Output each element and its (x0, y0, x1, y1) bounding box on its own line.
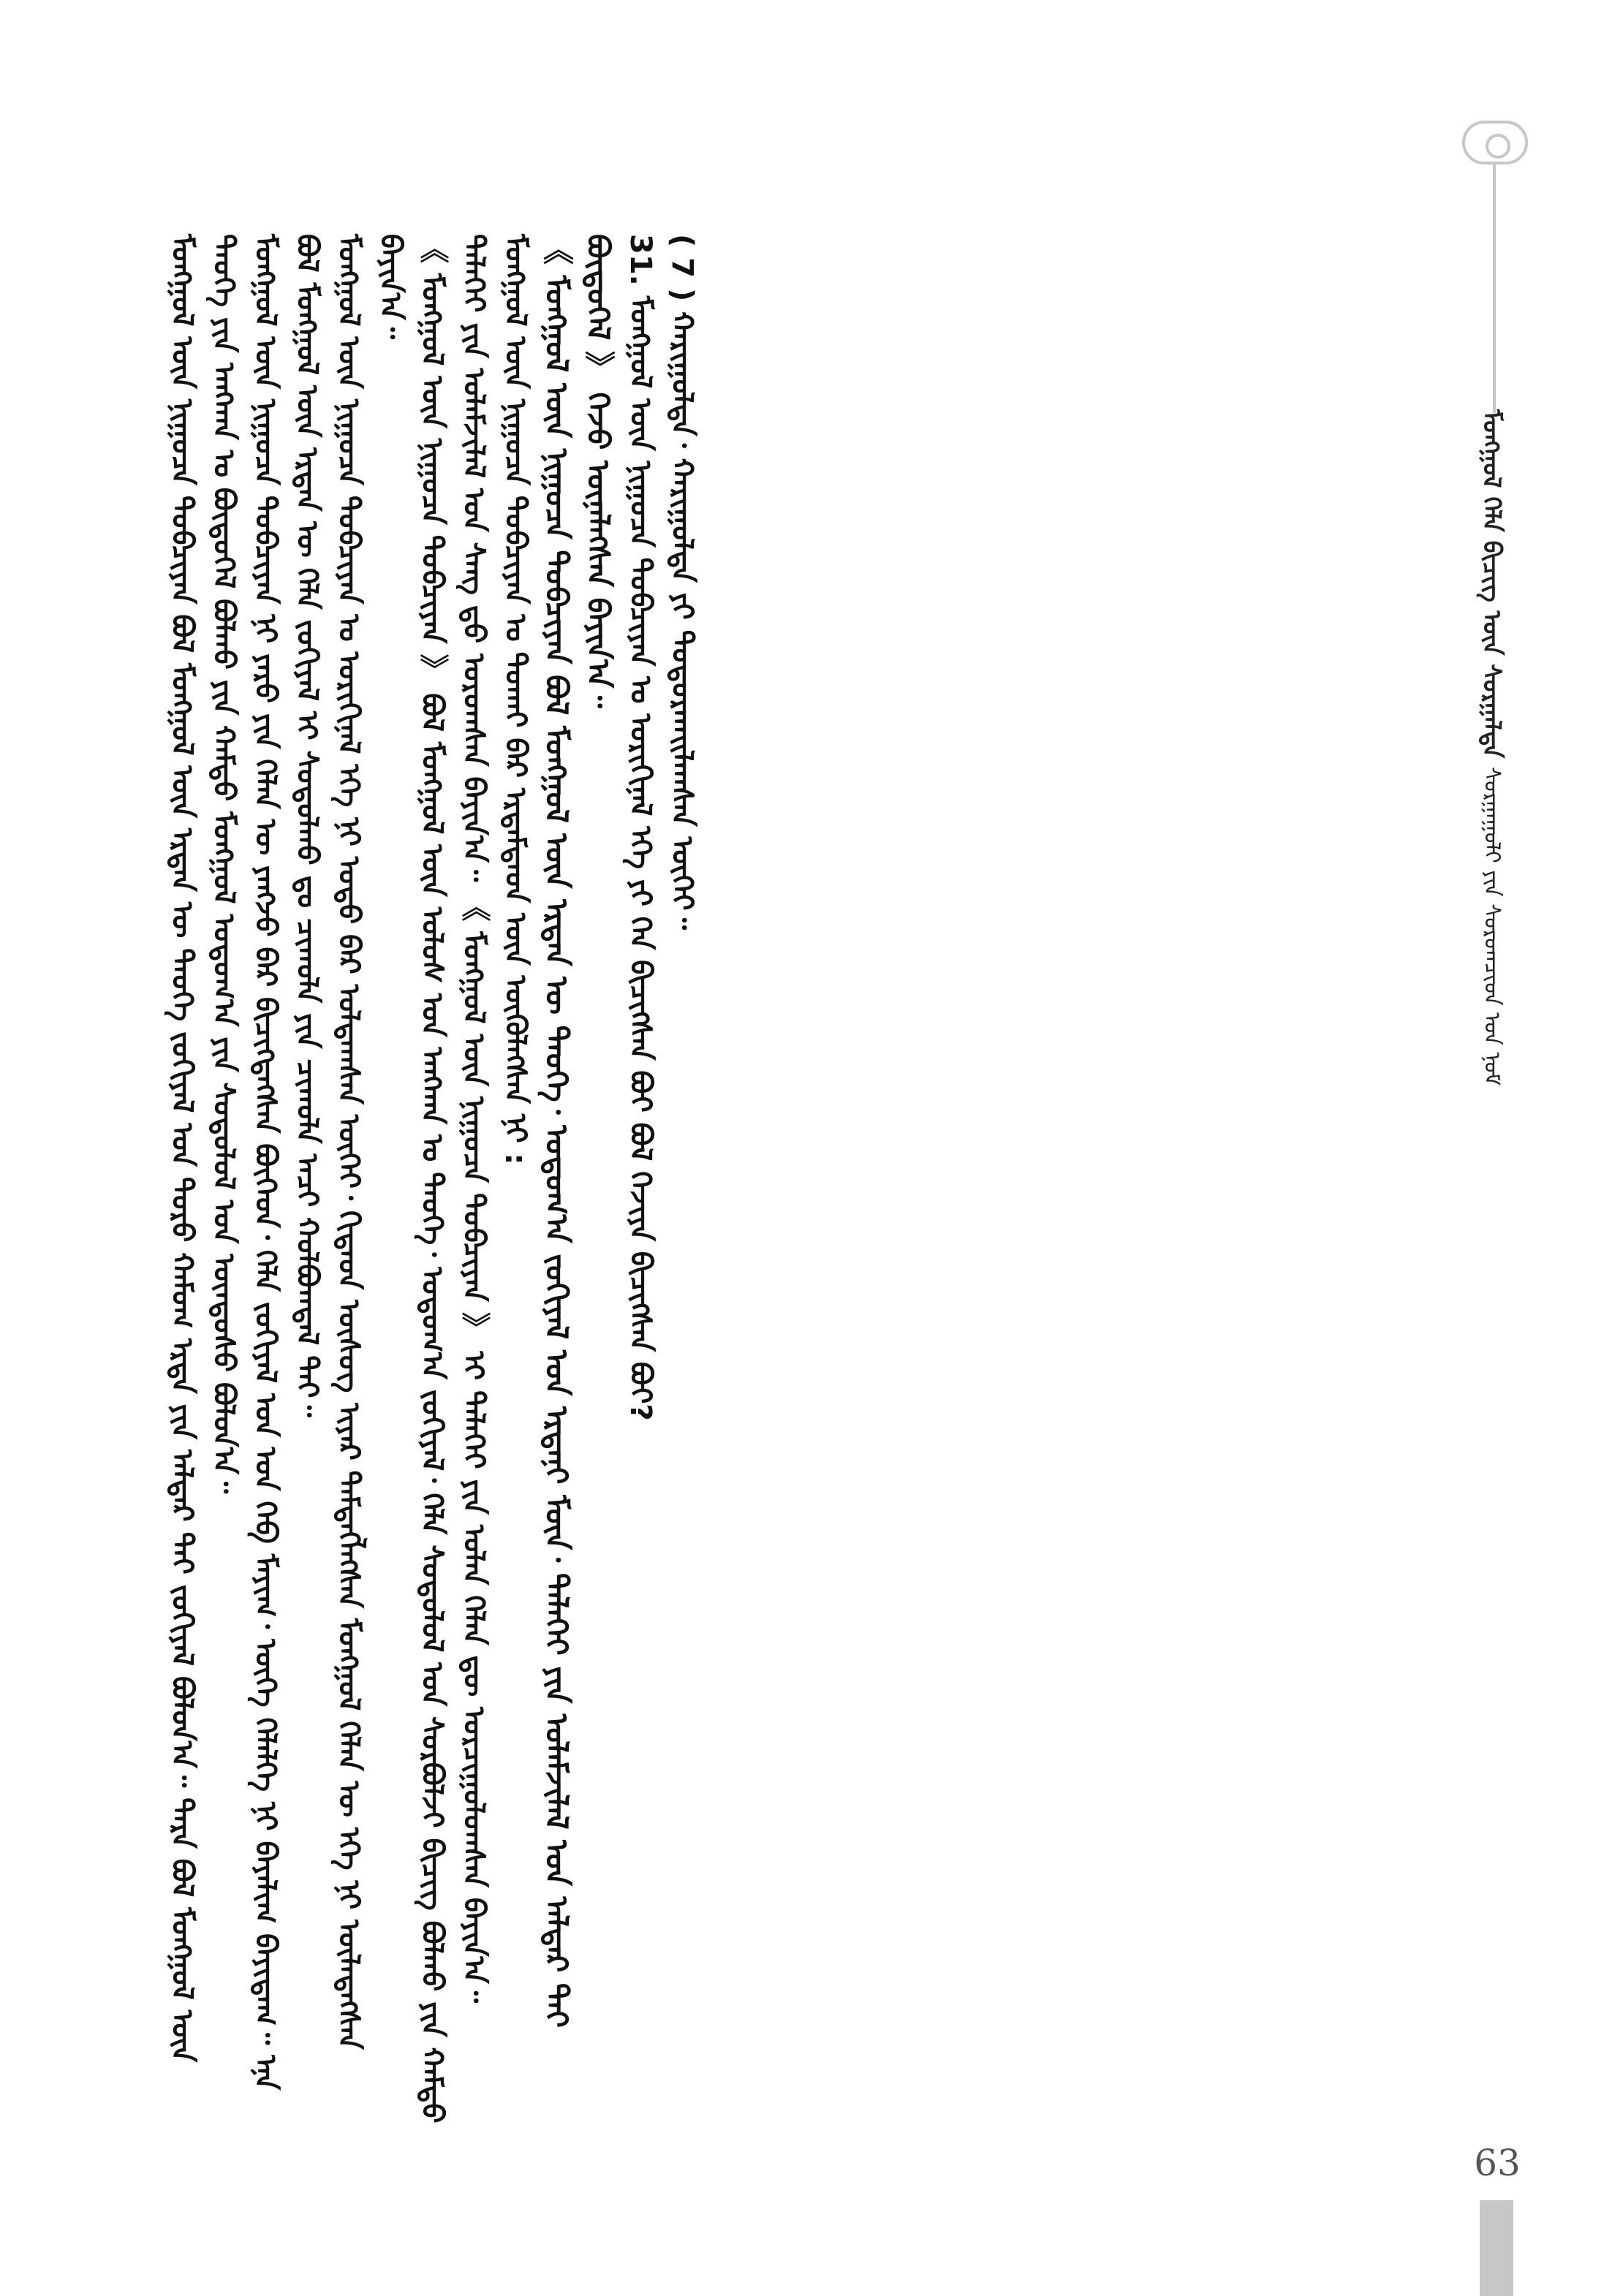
quote-lead: ᠮᠣᠩᠭᠣᠯ ᠦᠨ ᠨᠢᠭᠤᠴᠠ ᠲᠣᠪᠴᠢᠶᠠᠨ ᠤ ᠲᠤᠬᠠᠢ ᠪᠠᠷ ᠡᠷᠳᠡᠮᠲᠡᠳ ᠦᠨ ᠦᠭᠦᠯᠡᠭᠰᠡᠨ ᠨᠢ : (499, 234, 532, 1165)
page-number: 63 (1474, 2142, 1521, 2184)
page-body (161, 234, 1411, 2134)
running-header (1469, 409, 1513, 1086)
header-ornament-icon (1462, 121, 1528, 164)
question (619, 234, 661, 2134)
question-number: 31. (624, 234, 657, 286)
paragraph: ᠮᠣᠩᠭᠣᠯ ᠦᠨ ᠨᠢᠭᠤᠴᠠ ᠲᠣᠪᠴᠢᠶᠠᠨ ᠤ ᠣᠷᠢᠭᠢᠨᠠᠯ ᠡᠬᠡ ᠨᠢ ᠣᠳᠣ ᠪᠠᠷ ᠣᠯᠳᠠᠭᠰᠠᠨ ᠦᠭᠡᠢ᠂ ᠬᠢᠲᠠᠳ ᠦᠰᠦᠭ ᠢᠶᠡᠷ ᠲᠡᠮᠳᠡᠭᠯᠡᠭᠰᠡᠨ ᠮᠣᠩᠭᠣᠯ ᠬᠡᠯᠡᠨ ᠦ ᠡᠬᠡ ᠨᠢ ᠦᠯᠡᠳᠡᠭᠰᠡᠨ ᠪᠠᠶᠢᠨ᠎ᠠ᠃ (332, 234, 407, 2050)
paragraph: ᠮᠣᠩᠭᠣᠯ ᠦᠨ ᠨᠢᠭᠤᠴᠠ ᠲᠣᠪᠴᠢᠶᠠᠨ ᠪᠣᠯ ᠮᠣᠩᠭᠣᠯ ᠦᠨ ᠡᠷᠲᠡᠨ ᠦ ᠲᠡᠦᠬᠡ ᠵᠣᠬᠢᠶᠠᠯ ᠤᠨ ᠳᠣᠷᠤ ᠬᠠᠮᠤᠭ ᠡᠷᠲᠡ ᠶᠢᠨ ᠠᠯᠳᠠᠷ ᠲᠠᠢ ᠵᠣᠬᠢᠶᠠᠯ ᠪᠣᠯᠤᠨ᠎ᠠ᠃ ᠲᠡᠷᠡ ᠪᠣᠯ ᠮᠣᠩᠭᠣᠯ ᠦᠨ ᠲᠡᠦᠬᠡ ᠶᠢᠨ ᠠᠩᠬᠠᠨ ᠤ ᠪᠦᠲᠦᠭᠡᠯ ᠪᠣᠯᠬᠤ ᠶᠢᠨ ᠬᠠᠮᠲᠤ ᠮᠣᠩᠭᠣᠯ ᠤᠳᠤᠬ᠎ᠠ ᠶᠢᠨ ᠰᠤᠳᠤᠯᠤᠯ ᠤᠨ ᠦᠨᠳᠦᠰᠦ ᠪᠣᠯᠤᠨ᠎ᠠ᠃ (165, 234, 241, 2063)
answer-note: ( 7 ) ᠬᠠᠷᠢᠭᠤᠯᠲᠠ᠂ ᠬᠠᠷᠢᠭᠤᠯᠲᠠ ᠶᠢ ᠲᠣᠳᠣᠷᠬᠠᠢᠯᠠᠭᠰᠠᠨ ᠦᠭᠡᠢ᠃ (665, 234, 699, 930)
header-subtitle: ᠰᠤᠷᠭᠠᠭᠤᠯᠢ ᠶᠢᠨ ᠰᠤᠷᠤᠭᠴᠢᠳ ᠤᠨ ᠨᠣᠮ (1479, 767, 1505, 1086)
side-tab (1480, 2200, 1513, 2296)
paragraph: ᠮᠣᠩᠭᠣᠯ ᠦᠨ ᠨᠢᠭᠤᠴᠠ ᠲᠣᠪᠴᠢᠶᠠᠨ ᠨᠢ ᠶᠡᠷᠦ ᠶᠢᠨ ᠬᠡᠯᠡᠨ ᠦ ᠶᠠᠩᠵᠤ ᠪᠠᠷ ᠪᠢᠴᠢᠭᠳᠡᠭᠰᠡᠨ ᠪᠥᠭᠡᠳ᠂ ᠬᠡᠯᠡ ᠵᠣᠬᠢᠶᠠᠯ ᠤᠨ ᠤᠨ ᠬᠡᠪ ᠮᠠᠶᠢᠭ᠂ ᠦᠭᠡ ᠬᠡᠯᠡᠯᠭᠡ ᠨᠢ ᠪᠠᠶᠠᠯᠢᠭ ᠪᠠᠶᠢᠳᠠᠭ᠃ ᠡᠨᠡ ᠪᠣᠯ ᠮᠣᠩᠭᠣᠯ ᠦᠨ ᠡᠷᠲᠡᠨ ᠦ ᠬᠡᠯᠡ ᠵᠣᠬᠢᠶᠠᠯ ᠢ ᠰᠤᠳᠤᠯᠬᠤ ᠳᠤ ᠴᠢᠬᠤᠯᠠ ᠶᠢᠨ ᠴᠢᠬᠤᠯᠠ ᠠᠴᠢ ᠬᠣᠯᠪᠣᠭᠳᠠᠯ ᠲᠠᠢ᠃ (249, 234, 324, 2091)
question-text: ᠮᠣᠩᠭᠣᠯ ᠦᠨ ᠨᠢᠭᠤᠴᠠ ᠲᠣᠪᠴᠢᠶᠠᠨ ᠤ ᠣᠷᠢᠭᠢᠨᠠᠯ ᠡᠬᠡ ᠶᠢ ᠬᠡᠨ ᠪᠢᠴᠢᠭᠰᠡᠨ ᠪᠤᠢ ᠪᠣᠯ ᠬᠡᠵᠢᠶᠡ ᠪᠢᠴᠢᠭᠰᠡᠨ ᠪᠤᠢ? (624, 295, 657, 1421)
paragraph: 《 ᠮᠣᠩᠭᠣᠯ ᠦᠨ ᠨᠢᠭᠤᠴᠠ ᠲᠣᠪᠴᠢᠶᠠᠨ 》 ᠪᠣᠯ ᠮᠣᠩᠭᠣᠯ ᠦᠨ ᠤᠯᠤᠰ ᠤᠨ ᠠᠩᠬᠠᠨ ᠤ ᠲᠡᠦᠬᠡ᠂ ᠤᠳᠤᠬ᠎ᠠ ᠵᠣᠬᠢᠶᠠᠯ᠂ ᠬᠡᠯᠡ ᠰᠤᠳᠤᠯᠤᠯ ᠤᠨ ᠰᠤᠷᠪᠤᠯᠵᠢ ᠪᠢᠴᠢᠭ ᠪᠣᠯᠬᠤ ᠶᠢᠨ ᠬᠠᠮᠲᠤ ᠳᠡᠯᠡᠬᠡᠢ ᠶᠢᠨ ᠤᠯᠠᠮᠵᠢᠯᠠᠯ ᠤᠨ ᠰᠠᠩ ᠳ᠋ᠤ ᠣᠷᠣᠭᠰᠠᠨ ᠪᠠᠶᠢᠨ᠎ᠠ᠃ 《 ᠮᠣᠩᠭᠣᠯ ᠦᠨ ᠨᠢᠭᠤᠴᠠ ᠲᠣᠪᠴᠢᠶᠠᠨ 》 ᠢ ᠳᠡᠯᠡᠬᠡᠢ ᠶᠢᠨ ᠣᠯᠠᠨ ᠬᠡᠯᠡᠨ ᠳᠦ ᠣᠷᠴᠢᠭᠤᠯᠤᠭᠰᠠᠨ ᠪᠠᠶᠢᠨ᠎ᠠ᠃ (415, 234, 491, 2123)
header-title: ᠮᠣᠩᠭᠣᠯ ᠬᠡᠯᠡ ᠪᠢᠴᠢᠭ ᠦᠨ ᠰᠤᠷᠭᠠᠯᠲᠠ (1477, 409, 1506, 759)
header-rule (1493, 164, 1496, 413)
quote-body: 《 ᠮᠣᠩᠭᠣᠯ ᠦᠨ ᠨᠢᠭᠤᠴᠠ ᠲᠣᠪᠴᠢᠶᠠᠨ ᠪᠣᠯ ᠮᠣᠩᠭᠣᠯ ᠦᠨ ᠡᠷᠲᠡᠨ ᠦ ᠲᠡᠦᠬᠡ᠂ ᠤᠳᠤᠬ᠎ᠠ ᠵᠣᠬᠢᠶᠠᠯ ᠤᠨ ᠡᠷᠳᠡᠨᠢ ᠮᠥᠨ᠂ ᠳᠡᠯᠡᠬᠡᠢ ᠶᠢᠨ ᠤᠯᠠᠮᠵᠢᠯᠠᠯ ᠤᠨ ᠠᠯᠳᠠᠷ ᠲᠠᠢ ᠪᠦᠲᠦᠭᠡᠯ 》 ᠭᠡᠵᠦ ᠦᠨᠡᠯᠡᠭᠰᠡᠨ ᠪᠠᠶᠢᠨ᠎ᠠ᠃ (539, 234, 616, 2028)
